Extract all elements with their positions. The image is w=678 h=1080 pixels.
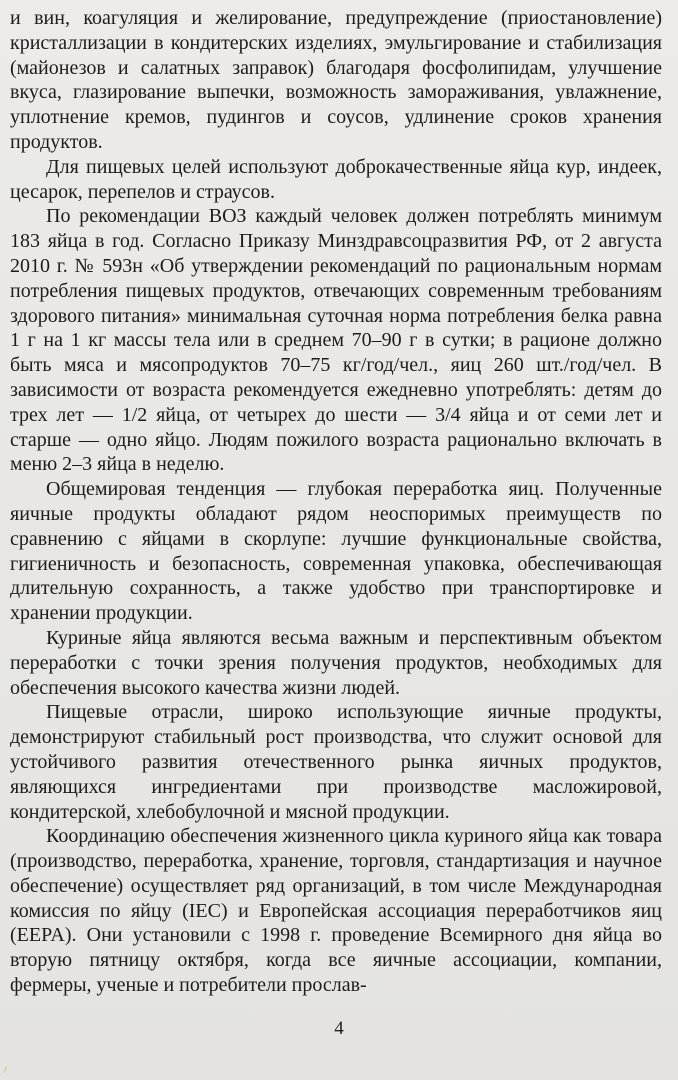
paragraph-coordination: Координацию обеспечения жизненного цикла куриного яйца как товара (производство, переработка, хранение, торговля, стандартизация и научное обеспечение) осуществляет ряд организаций, в том числе Международная комиссия по яйцу (IEC) и Европейская ассоциация переработчиков яиц (EEPA). Они установили с 1998 г. проведение Всемирного дня яйца во вторую пятницу октября, когда все яичные ассоциации, компании, фермеры, ученые и потребители прослав- bbox=[10, 825, 662, 997]
paragraph-who-recommendation: По рекомендации ВОЗ каждый человек должен потреблять минимум 183 яйца в год. Согласно Приказу Минздравсоцразвития РФ, от 2 августа 2010 г. № 593н «Об утверждении рекомендаций по рациональным нормам потребления пищевых продуктов, отвечающих современным требованиям здорового питания» минимальная суточная норма потребления белка равна 1 г на 1 кг массы тела или в среднем 70–90 г в сутки; в рационе должно быть мяса и мясопродуктов 70–75 кг/год/чел., яиц 260 шт./год/чел. В зависимости от возраста рекомендуется ежедневно употреблять: детям до трех лет — 1/2 яйца, от четырех до шести — 3/4 яйца и от семи лет и старше — одно яйцо. Людям пожилого возраста рационально включать в меню 2–3 яйца в неделю. bbox=[10, 205, 662, 476]
paragraph-food-industries: Пищевые отрасли, широко использующие яичные продукты, демонстрируют стабильный рост производства, что служит основой для устойчивого развития отечественного рынка яичных продуктов, являющихся ингредиентами при производстве масложировой, кондитерской, хлебобулочной и мясной продукции. bbox=[10, 701, 662, 823]
paragraph-egg-sources: Для пищевых целей используют доброкачественные яйца кур, индеек, цесарок, перепелов и страусов. bbox=[10, 155, 662, 203]
paragraph-chicken-eggs: Куриные яйца являются весьма важным и перспективным объектом переработки с точки зрения получения продуктов, необходимых для обеспечения высокого качества жизни людей. bbox=[10, 626, 662, 699]
page-number: 4 bbox=[334, 1018, 344, 1039]
paragraph-continuation: и вин, коагуляция и желирование, предупреждение (приостановление) кристаллизации в кондитерских изделиях, эмульгирование и стабилизация (майонезов и салатных заправок) благодаря фосфолипидам, улучшение вкуса, глазирование выпечки, возможность замораживания, увлажнение, уплотнение кремов, пудингов и соусов, удлинение сроков хранения продуктов. bbox=[10, 7, 662, 153]
body-text bbox=[10, 6, 662, 998]
paragraph-world-trend: Общемировая тенденция — глубокая переработка яиц. Полученные яичные продукты обладают рядом неоспоримых преимуществ по сравнению с яйцами в скорлупе: лучшие функциональные свойства, гигиеничность и безопасность, современная упаковка, обеспечивающая длительную сохранность, а также удобство при транспортировке и хранении продукции. bbox=[10, 478, 662, 625]
corner-mark: / bbox=[4, 1065, 7, 1074]
